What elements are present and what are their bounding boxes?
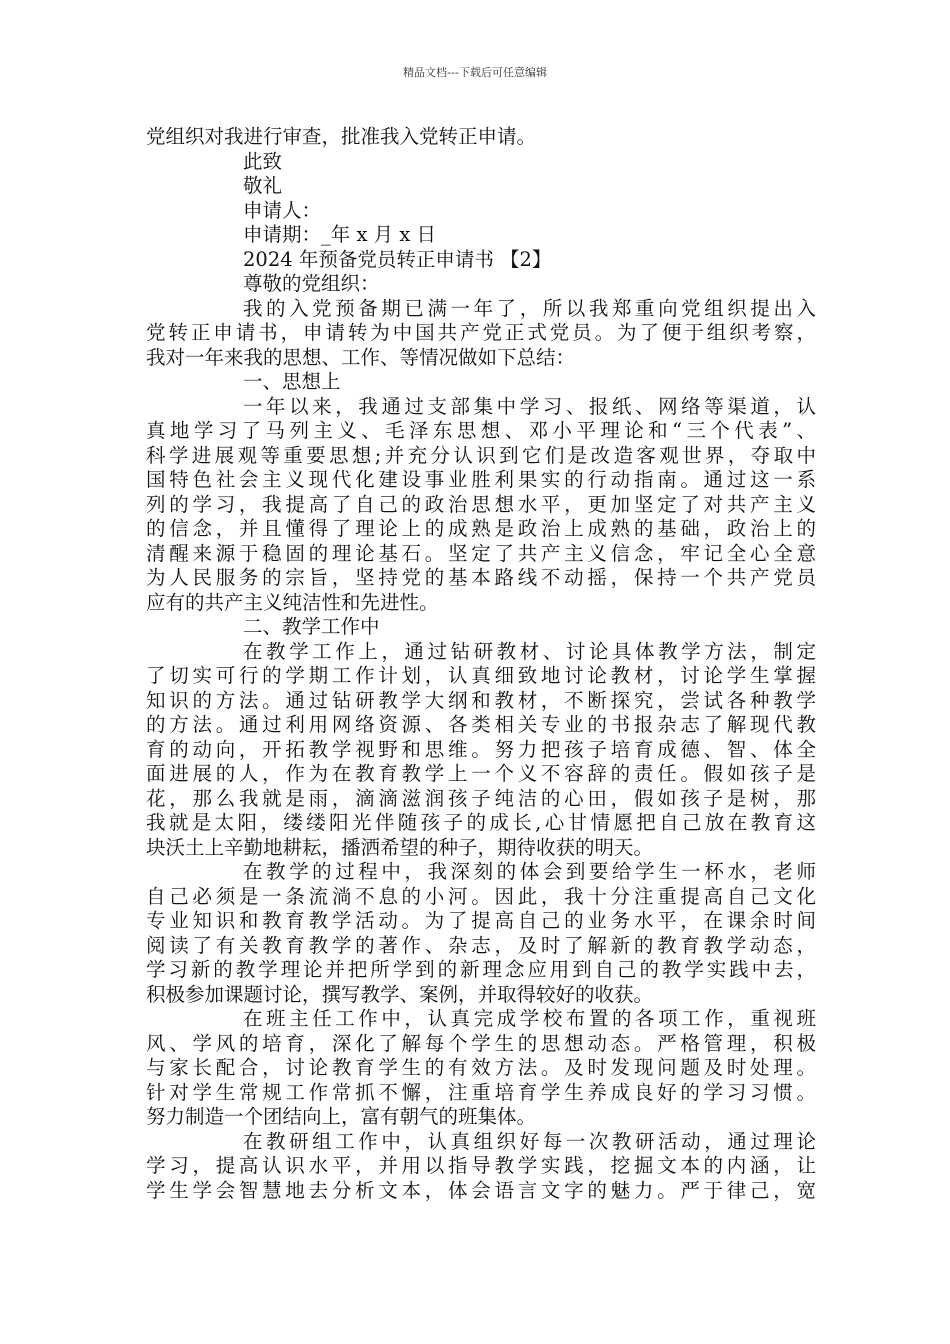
text-line: 育的动向，开拓教学视野和思维。努力把孩子培育成德、智、体全 bbox=[146, 737, 816, 761]
text-line: 块沃土上辛勤地耕耘，播洒希望的种子，期待收获的明天。 bbox=[146, 835, 654, 859]
text-line: 2024 年预备党员转正申请书 【2】 bbox=[243, 247, 552, 271]
text-line: 的信念，并且懂得了理论上的成熟是政治上成熟的基础，政治上的 bbox=[146, 517, 816, 540]
text-line: 学生学会智慧地去分析文本，体会语言文字的魅力。严于律己，宽 bbox=[146, 1178, 816, 1202]
text-line: 与家长配合，讨论教育学生的有效方法。及时发现问题及时处理。 bbox=[146, 1056, 816, 1079]
text-line: 我的入党预备期已满一年了，所以我郑重向党组织提出入 bbox=[243, 296, 816, 320]
text-line: 国特色社会主义现代化建设事业胜利果实的行动指南。通过这一系 bbox=[146, 468, 816, 491]
text-line: 真地学习了马列主义、毛泽东思想、邓小平理论和“三个代表”、 bbox=[146, 419, 816, 442]
text-line: 了切实可行的学期工作计划，认真细致地讨论教材，讨论学生掌握 bbox=[146, 664, 816, 687]
text-line: 专业知识和教育教学活动。为了提高自己的业务水平，在课余时间 bbox=[146, 909, 816, 932]
text-line: 学习，提高认识水平，并用以指导教学实践，挖掘文本的内涵，让 bbox=[146, 1154, 816, 1177]
text-line: 我对一年来我的思想、工作、等情况做如下总结： bbox=[146, 345, 576, 369]
text-line: 党组织对我进行审查，批准我入党转正申请。 bbox=[146, 125, 537, 148]
text-line: 为人民服务的宗旨，坚持党的基本路线不动摇，保持一个共产党员 bbox=[146, 566, 816, 589]
text-line: 二、教学工作中 bbox=[243, 615, 380, 638]
text-line: 在教研组工作中，认真组织好每一次教研活动，通过理论 bbox=[243, 1129, 816, 1153]
text-line: 花，那么我就是雨，滴滴滋润孩子纯洁的心田，假如孩子是树，那 bbox=[146, 786, 816, 810]
text-line: 科学进展观等重要思想;并充分认识到它们是改造客观世界，夺取中 bbox=[146, 443, 816, 467]
text-line: 敬礼 bbox=[243, 174, 283, 197]
text-line: 努力制造一个团结向上，富有朝气的班集体。 bbox=[146, 1105, 537, 1128]
text-line: 风、学风的培育，深化了解每个学生的思想动态。严格管理，积极 bbox=[146, 1031, 816, 1055]
text-line: 党转正申请书，申请转为中国共产党正式党员。为了便于组织考察， bbox=[146, 321, 816, 344]
text-line: 申请期：_年 x 月 x 日 bbox=[243, 223, 437, 246]
document-body bbox=[146, 125, 816, 1203]
text-line: 一年以来，我通过支部集中学习、报纸、网络等渠道，认 bbox=[243, 394, 816, 418]
text-line: 申请人： bbox=[243, 198, 322, 222]
text-line: 列的学习，我提高了自己的政治思想水平，更加坚定了对共产主义 bbox=[146, 492, 816, 516]
text-line: 的方法。通过利用网络资源、各类相关专业的书报杂志了解现代教 bbox=[146, 713, 816, 736]
text-line: 知识的方法。通过钻研教学大纲和教材，不断探究，尝试各种教学 bbox=[146, 688, 816, 712]
text-line: 积极参加课题讨论，撰写教学、案例，并取得较好的收获。 bbox=[146, 982, 654, 1006]
text-line: 清醒来源于稳固的理论基石。坚定了共产主义信念，牢记全心全意 bbox=[146, 541, 816, 565]
text-line: 在教学的过程中，我深刻的体会到要给学生一杯水，老师 bbox=[243, 860, 816, 883]
text-line: 自己必须是一条流淌不息的小河。因此，我十分注重提高自己文化 bbox=[146, 884, 816, 908]
text-line: 针对学生常规工作常抓不懈，注重培育学生养成良好的学习习惯。 bbox=[146, 1080, 816, 1104]
text-line: 此致 bbox=[243, 149, 283, 173]
text-line: 面进展的人，作为在教育教学上一个义不容辞的责任。假如孩子是 bbox=[146, 762, 816, 785]
text-line: 学习新的教学理论并把所学到的新理念应用到自己的教学实践中去， bbox=[146, 958, 816, 981]
page-header: 精品文档---下载后可任意编辑 bbox=[403, 66, 547, 79]
text-line: 尊敬的党组织： bbox=[243, 272, 380, 295]
text-line: 一、思想上 bbox=[243, 370, 341, 393]
text-line: 我就是太阳，缕缕阳光伴随孩子的成长,心甘情愿把自己放在教育这 bbox=[146, 811, 816, 834]
text-line: 阅读了有关教育教学的著作、杂志，及时了解新的教育教学动态， bbox=[146, 933, 816, 957]
text-line: 应有的共产主义纯洁性和先进性。 bbox=[146, 590, 439, 614]
text-line: 在教学工作上，通过钻研教材、讨论具体教学方法，制定 bbox=[243, 639, 816, 663]
text-line: 在班主任工作中，认真完成学校布置的各项工作，重视班 bbox=[243, 1007, 816, 1030]
